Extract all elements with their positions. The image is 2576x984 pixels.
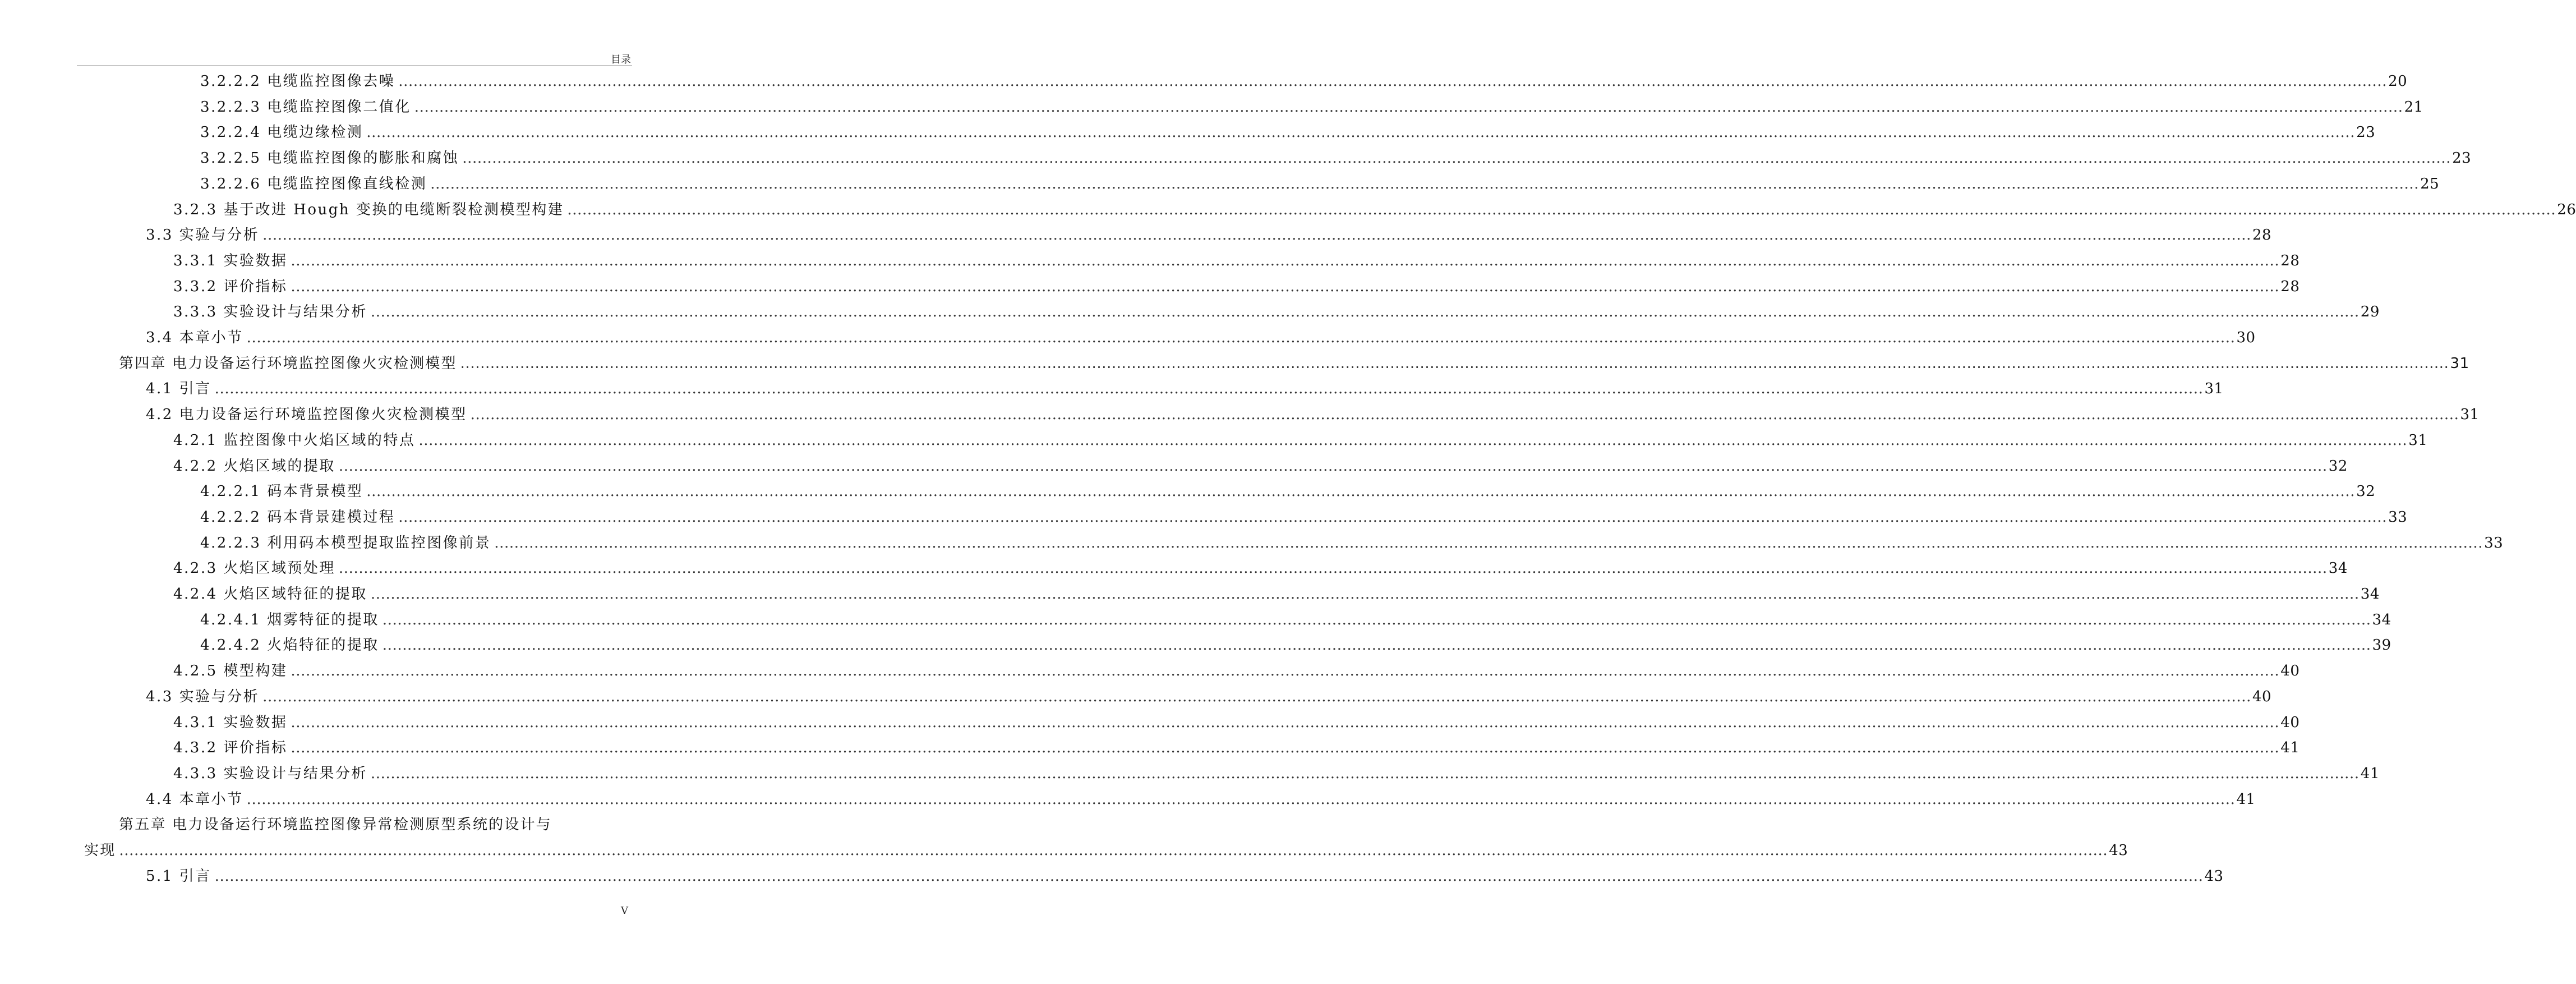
toc-entry[interactable] [146, 863, 2224, 889]
toc-chapter-entry[interactable] [119, 351, 2469, 376]
toc-entry-title: 3.3.1 实验数据 [173, 252, 288, 269]
toc-entry[interactable] [200, 145, 2472, 171]
toc-entry-title: 4.2.3 火焰区域预处理 [173, 560, 335, 577]
toc-entry-page: 40 [2252, 688, 2272, 705]
toc-entry[interactable] [200, 171, 2440, 197]
running-header: 目录 [611, 54, 631, 66]
toc-leader-dots: ................................................................................................................................................................................................................................................................................................................................................................................................................ [291, 739, 2280, 757]
toc-entry-page: 25 [2420, 175, 2440, 192]
toc-entry-page: 40 [2280, 714, 2300, 731]
toc-chapter-entry[interactable]: 第五章 电力设备运行环境监控图像异常检测原型系统的设计与 [119, 816, 552, 834]
toc-entry[interactable] [200, 68, 2408, 94]
toc-entry[interactable] [146, 376, 2224, 402]
toc-leader-dots: ................................................................................................................................................................................................................................................................................................................................................................................................................ [291, 663, 2280, 680]
toc-entry[interactable] [146, 325, 2256, 351]
toc-entry-page: 33 [2484, 534, 2504, 551]
toc-entry-title: 4.3.3 实验设计与结果分析 [173, 765, 367, 782]
toc-entry-title: 实现 [84, 842, 116, 859]
toc-leader-dots: ................................................................................................................................................................................................................................................................................................................................................................................................................ [430, 175, 2420, 192]
toc-entry[interactable] [173, 197, 2576, 223]
toc-entry-title: 3.2.2.3 电缆监控图像二值化 [200, 98, 411, 116]
toc-entry-page: 43 [2109, 842, 2128, 859]
toc-entry-page: 33 [2388, 508, 2408, 526]
toc-leader-dots: ................................................................................................................................................................................................................................................................................................................................................................................................................ [262, 688, 2251, 705]
toc-leader-dots: ................................................................................................................................................................................................................................................................................................................................................................................................................ [246, 790, 2236, 808]
toc-entry-title: 3.2.3 基于改进 Hough 变换的电缆断裂检测模型构建 [173, 201, 564, 218]
toc-entry-page: 28 [2252, 227, 2272, 244]
toc-leader-dots: ................................................................................................................................................................................................................................................................................................................................................................................................................ [370, 586, 2360, 603]
toc-entry-page: 39 [2372, 637, 2391, 654]
toc-entry-page: 28 [2280, 252, 2300, 269]
toc-entry-title: 4.2 电力设备运行环境监控图像火灾检测模型 [146, 406, 467, 424]
toc-entry-page: 32 [2328, 457, 2348, 475]
toc-leader-dots: ................................................................................................................................................................................................................................................................................................................................................................................................................ [470, 406, 2459, 424]
toc-entry-page: 31 [2204, 380, 2224, 398]
toc-entry[interactable] [173, 274, 2300, 300]
toc-leader-dots: ................................................................................................................................................................................................................................................................................................................................................................................................................ [338, 457, 2328, 475]
toc-entry[interactable] [173, 427, 2428, 453]
toc-entry-title: 4.2.5 模型构建 [173, 663, 288, 680]
toc-leader-dots: ................................................................................................................................................................................................................................................................................................................................................................................................................ [370, 304, 2360, 321]
toc-entry-page: 29 [2360, 304, 2380, 321]
toc-leader-dots: ................................................................................................................................................................................................................................................................................................................................................................................................................ [382, 637, 2371, 654]
toc-leader-dots: ................................................................................................................................................................................................................................................................................................................................................................................................................ [214, 380, 2204, 398]
toc-entry-page: 34 [2328, 560, 2348, 577]
toc-entry[interactable] [200, 119, 2376, 145]
toc-entry-title: 3.2.2.2 电缆监控图像去噪 [200, 73, 395, 90]
toc-entry[interactable] [173, 453, 2348, 479]
toc-leader-dots: ................................................................................................................................................................................................................................................................................................................................................................................................................ [366, 483, 2356, 500]
toc-entry-title: 4.3 实验与分析 [146, 688, 260, 705]
toc-leader-dots: ................................................................................................................................................................................................................................................................................................................................................................................................................ [370, 765, 2360, 782]
toc-entry-page: 43 [2204, 867, 2224, 885]
toc-entry[interactable] [173, 710, 2300, 735]
toc-entry-title: 3.3.2 评价指标 [173, 278, 288, 295]
toc-leader-dots: ................................................................................................................................................................................................................................................................................................................................................................................................................ [494, 534, 2483, 551]
toc-entry-title: 4.2.4.1 烟雾特征的提取 [200, 611, 379, 628]
toc-entry[interactable] [173, 581, 2380, 607]
toc-leader-dots: ................................................................................................................................................................................................................................................................................................................................................................................................................ [262, 227, 2251, 244]
toc-entry[interactable] [146, 222, 2272, 248]
toc-leader-dots: ................................................................................................................................................................................................................................................................................................................................................................................................................ [414, 98, 2403, 116]
toc-leader-dots: ................................................................................................................................................................................................................................................................................................................................................................................................................ [567, 201, 2556, 218]
toc-entry[interactable] [200, 607, 2391, 633]
toc-leader-dots: ................................................................................................................................................................................................................................................................................................................................................................................................................ [462, 150, 2451, 167]
toc-entry-page: 23 [2452, 150, 2472, 167]
toc-entry-page: 28 [2280, 278, 2300, 295]
toc-entry-page: 32 [2356, 483, 2376, 500]
toc-entry-title: 3.4 本章小节 [146, 329, 243, 346]
toc-entry-title: 4.2.4.2 火焰特征的提取 [200, 637, 379, 654]
toc-entry[interactable] [200, 530, 2504, 556]
toc-entry[interactable] [200, 632, 2391, 658]
toc-entry-title: 3.3.3 实验设计与结果分析 [173, 304, 367, 321]
toc-entry-title: 4.1 引言 [146, 380, 211, 398]
toc-leader-dots: ................................................................................................................................................................................................................................................................................................................................................................................................................ [291, 278, 2280, 295]
toc-leader-dots: ................................................................................................................................................................................................................................................................................................................................................................................................................ [291, 252, 2280, 269]
toc-entry[interactable] [146, 787, 2256, 812]
toc-leader-dots: ................................................................................................................................................................................................................................................................................................................................................................................................................ [460, 355, 2449, 372]
toc-entry-page: 31 [2460, 406, 2480, 424]
toc-entry-title: 3.2.2.5 电缆监控图像的膨胀和腐蚀 [200, 150, 459, 167]
toc-leader-dots: ................................................................................................................................................................................................................................................................................................................................................................................................................ [418, 431, 2408, 449]
toc-leader-dots: ................................................................................................................................................................................................................................................................................................................................................................................................................ [214, 867, 2204, 885]
toc-entry[interactable] [173, 555, 2348, 581]
toc-chapter-entry-continued[interactable] [84, 838, 2128, 863]
toc-entry-page: 41 [2280, 739, 2300, 757]
toc-entry[interactable] [173, 658, 2300, 684]
toc-leader-dots: ................................................................................................................................................................................................................................................................................................................................................................................................................ [291, 714, 2280, 731]
toc-entry-title: 3.3 实验与分析 [146, 227, 260, 244]
toc-entry-page: 34 [2372, 611, 2391, 628]
toc-entry-title: 4.3.1 实验数据 [173, 714, 288, 731]
toc-entry[interactable] [200, 504, 2408, 530]
toc-entry-page: 23 [2356, 124, 2376, 141]
toc-entry-title: 4.2.4 火焰区域特征的提取 [173, 586, 367, 603]
toc-leader-dots: ................................................................................................................................................................................................................................................................................................................................................................................................................ [338, 560, 2328, 577]
toc-leader-dots: ................................................................................................................................................................................................................................................................................................................................................................................................................ [398, 508, 2388, 526]
toc-entry-title: 4.2.1 监控图像中火焰区域的特点 [173, 431, 416, 449]
toc-entry-page: 20 [2388, 73, 2408, 90]
toc-entry-title: 4.2.2.1 码本背景模型 [200, 483, 363, 500]
toc-leader-dots: ................................................................................................................................................................................................................................................................................................................................................................................................................ [398, 73, 2388, 90]
toc-entry[interactable] [200, 94, 2423, 120]
toc-entry[interactable] [146, 402, 2480, 427]
toc-entry-page: 34 [2360, 586, 2380, 603]
toc-leader-dots: ................................................................................................................................................................................................................................................................................................................................................................................................................ [119, 842, 2108, 859]
page-number: V [621, 905, 628, 917]
toc-entry-title: 4.4 本章小节 [146, 790, 243, 808]
toc-leader-dots: ................................................................................................................................................................................................................................................................................................................................................................................................................ [246, 329, 2236, 346]
toc-entry-page: 41 [2236, 790, 2256, 808]
toc-entry-title: 4.2.2 火焰区域的提取 [173, 457, 335, 475]
toc-entry-page: 40 [2280, 663, 2300, 680]
toc-entry[interactable] [173, 761, 2380, 787]
toc-entry-title: 5.1 引言 [146, 867, 211, 885]
toc-leader-dots: ................................................................................................................................................................................................................................................................................................................................................................................................................ [366, 124, 2356, 141]
toc-entry[interactable] [173, 248, 2300, 274]
toc-entry[interactable] [173, 735, 2300, 761]
toc-entry-page: 31 [2408, 431, 2428, 449]
toc-entry[interactable] [173, 299, 2380, 325]
toc-entry-page: 26 [2557, 201, 2576, 218]
toc-entry[interactable] [200, 479, 2376, 504]
toc-entry[interactable] [146, 684, 2272, 710]
toc-entry-page: 30 [2236, 329, 2256, 346]
toc-entry-page: 21 [2404, 98, 2423, 116]
toc-entry-title: 4.2.2.2 码本背景建模过程 [200, 508, 395, 526]
toc-entry-page: 41 [2360, 765, 2380, 782]
toc-entry-title: 3.2.2.6 电缆监控图像直线检测 [200, 175, 427, 192]
toc-entry-page: 31 [2450, 355, 2469, 372]
toc-leader-dots: ................................................................................................................................................................................................................................................................................................................................................................................................................ [382, 611, 2371, 628]
toc-entry-title: 第四章 电力设备运行环境监控图像火灾检测模型 [119, 355, 457, 372]
toc-entry-title: 4.2.2.3 利用码本模型提取监控图像前景 [200, 534, 491, 551]
toc-entry-title: 3.2.2.4 电缆边缘检测 [200, 124, 363, 141]
toc-entry-title: 4.3.2 评价指标 [173, 739, 288, 757]
